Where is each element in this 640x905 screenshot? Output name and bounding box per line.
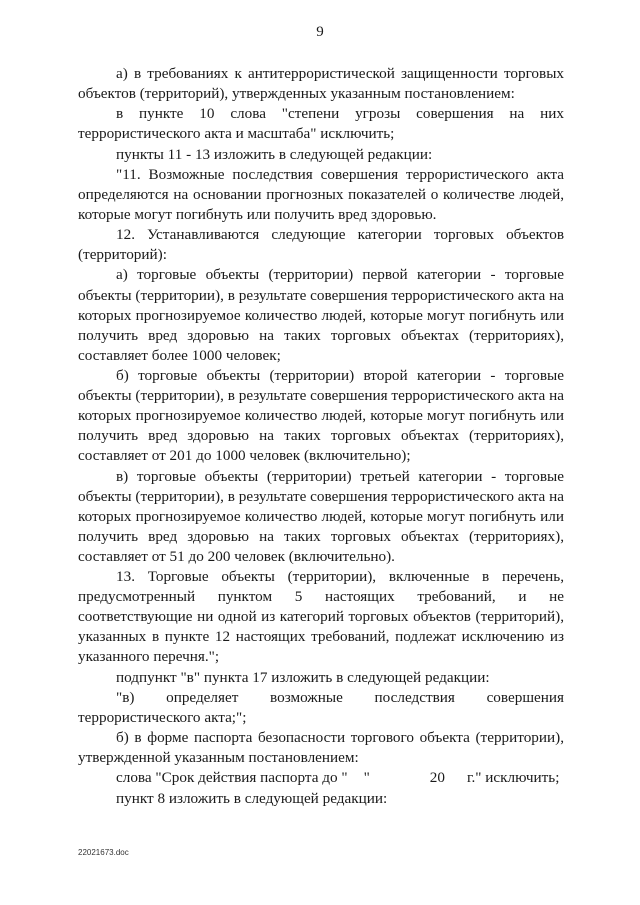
passport-validity-year: 20 <box>429 769 445 787</box>
paragraph-category-second: б) торговые объекты (территории) второй категории - торговые объекты (территории), в результате совершения террористического акта на которых прогнозируемое количество людей, которые могут погибнуть или получить вред здоровью на таких торговых объектах (территориях), составляет от 201 до 1000 человек (включительно); <box>78 366 564 465</box>
paragraph-b-passport-form: б) в форме паспорта безопасности торгового объекта (территории), утвержденной указанным постановлением: <box>78 729 564 767</box>
document-body <box>78 64 564 809</box>
passport-validity-end: г." исключить; <box>466 769 560 787</box>
passport-validity-quote: " <box>363 769 370 787</box>
paragraph-item-11: "11. Возможные последствия совершения террористического акта определяются на основании прогнозных показателей о количестве людей, которые могут погибнуть или получить вред здоровью. <box>78 165 564 223</box>
paragraph-item-12: 12. Устанавливаются следующие категории торговых объектов (территорий): <box>78 226 564 264</box>
paragraph-item-13: 13. Торговые объекты (территории), включенные в перечень, предусмотренный пунктом 5 настоящих требований, и не соответствующие ни одной из категорий торговых объектов (территорий), указанных в пункте 12 настоящих требований, подлежат исключению из указанного перечня."; <box>78 568 564 666</box>
footer-filename: 22021673.doc <box>78 848 129 857</box>
paragraph-category-third: в) торговые объекты (территории) третьей категории - торговые объекты (территории), в результате совершения террористического акта на которых прогнозируемое количество людей, которые могут погибнуть или получить вред здоровью на таких торговых объектах (территориях), составляет от 51 до 200 человек (включительно). <box>78 467 564 565</box>
paragraph-a-requirements: а) в требованиях к антитеррористической защищенности торговых объектов (территорий), утвержденных указанным постановлением: <box>78 65 564 103</box>
paragraph-point-10: в пункте 10 слова "степени угрозы совершения на них террористического акта и масштаба" исключить; <box>78 105 564 143</box>
paragraph-passport-validity <box>78 768 564 788</box>
page-number: 9 <box>316 24 324 40</box>
paragraph-points-11-13: пункты 11 - 13 изложить в следующей редакции: <box>116 145 433 163</box>
passport-validity-text: слова "Срок действия паспорта до " <box>116 769 348 787</box>
paragraph-determines-consequences: "в) определяет возможные последствия совершения террористического акта;"; <box>78 688 564 726</box>
paragraph-point-8: пункт 8 изложить в следующей редакции: <box>116 789 388 807</box>
paragraph-subpoint-v: подпункт "в" пункта 17 изложить в следующей редакции: <box>116 668 490 686</box>
paragraph-category-first: а) торговые объекты (территории) первой категории - торговые объекты (территории), в результате совершения террористического акта на которых прогнозируемое количество людей, которые могут погибнуть или получить вред здоровью на таких торговых объектах (территориях), составляет более 1000 человек; <box>78 266 564 364</box>
